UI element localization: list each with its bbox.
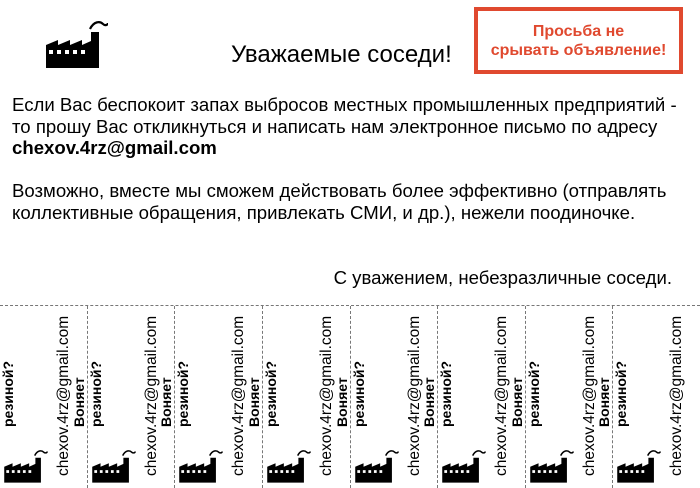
- tab-question-line-1: Воняет: [421, 377, 438, 427]
- tab-question-line-2: резиной?: [262, 360, 279, 427]
- notice-box: [474, 7, 683, 74]
- tab-email: chexov.4rz@gmail.com: [55, 315, 72, 476]
- contact-email: chexov.4rz@gmail.com: [12, 137, 217, 158]
- factory-icon: [44, 18, 108, 70]
- tab-question-line-1: Воняет: [70, 377, 87, 427]
- tab-email: chexov.4rz@gmail.com: [317, 315, 335, 476]
- factory-icon: [265, 448, 311, 484]
- factory-icon: [353, 448, 399, 484]
- tab-email: chexov.4rz@gmail.com: [230, 315, 248, 476]
- factory-icon: [90, 448, 136, 484]
- tab-question-line-2: резиной?: [438, 360, 455, 427]
- tab-question-line-2: резиной?: [525, 360, 542, 427]
- tab-question-line-2: резиной?: [175, 360, 192, 427]
- tab-question-line-1: Воняет: [245, 377, 262, 427]
- factory-icon: [528, 448, 574, 484]
- tab-email: chexov.4rz@gmail.com: [405, 315, 423, 476]
- tab-question-line-2: резиной?: [350, 360, 367, 427]
- tab-question-line-1: Воняет: [508, 377, 525, 427]
- body-paragraph-2: Возможно, вместе мы сможем действовать более эффективно (отправлять коллективные обращения, привлекать СМИ, и др.), нежели поодиночке.: [12, 180, 667, 223]
- factory-icon: [440, 448, 486, 484]
- tab-email: chexov.4rz@gmail.com: [668, 315, 686, 476]
- tear-off-tabs: [0, 306, 700, 488]
- factory-icon: [2, 448, 48, 484]
- tab-question-line-2: резиной?: [87, 360, 104, 427]
- tab-email: chexov.4rz@gmail.com: [142, 315, 160, 476]
- tab-question-line-1: Воняет: [333, 377, 350, 427]
- page-title: Уважаемые соседи!: [231, 41, 452, 68]
- paragraph-1-text: Если Вас беспокоит запах выбросов местных промышленных предприятий - то прошу Вас откликнуться и написать нам электронное письмо по адресу: [12, 94, 677, 137]
- tab-question-line-2: резиной?: [0, 360, 16, 427]
- tab-question-line-1: Воняет: [596, 377, 613, 427]
- tab-question-line-2: резиной?: [613, 360, 630, 427]
- tab-email: chexov.4rz@gmail.com: [580, 315, 598, 476]
- tear-off-tab[interactable]: [596, 306, 700, 488]
- body-paragraph-1: [12, 94, 692, 159]
- tab-email: chexov.4rz@gmail.com: [493, 315, 511, 476]
- tab-question-line-1: Воняет: [158, 377, 175, 427]
- factory-icon: [615, 448, 661, 484]
- notice-line-2: срывать объявление!: [490, 41, 667, 59]
- signature: С уважением, небезразличные соседи.: [333, 267, 672, 288]
- notice-line-1: Просьба не: [532, 22, 625, 40]
- factory-icon: [177, 448, 223, 484]
